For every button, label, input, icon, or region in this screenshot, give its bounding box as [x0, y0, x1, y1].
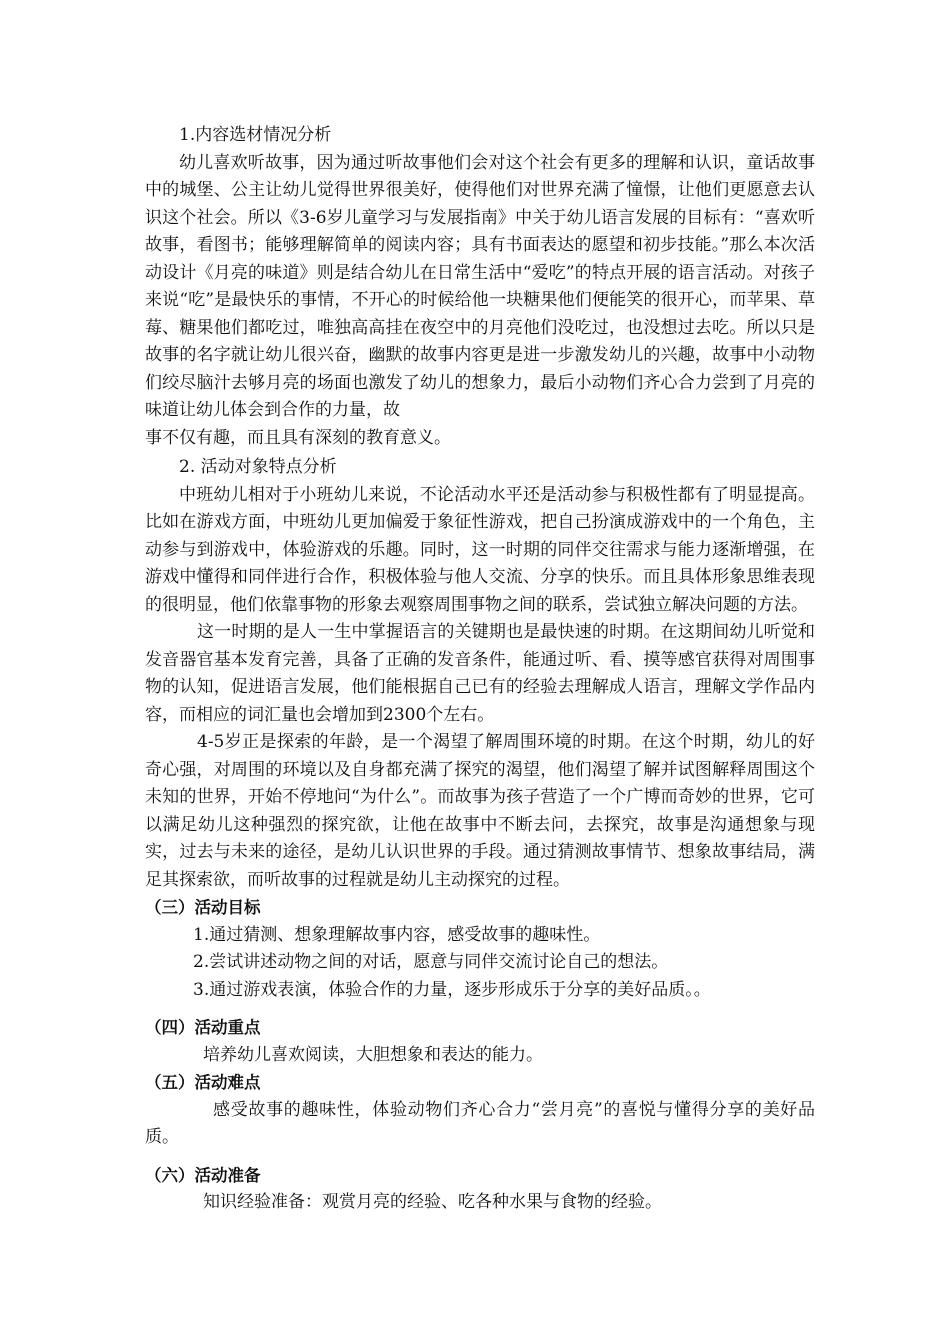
- goal-item-1: 1.通过猜测、想象理解故事内容，感受故事的趣味性。: [193, 924, 601, 945]
- section-2-paragraph-2: 这一时期的是人一生中掌握语言的关键期也是最快速的时期。在这期间幼儿听觉和发音器官基本发育完善，具备了正确的发音条件，能通过听、看、摸等感官获得对周围事物的认知，促进语言发展，他们能根据自己已有的经验去理解成人语言，理解文学作品内容，而相应的词汇量也会增加到2300个左右。: [145, 622, 815, 725]
- section-1-title: 1.内容选材情况分析: [179, 125, 332, 145]
- goals-heading: （三）活动目标: [145, 898, 261, 917]
- goal-item-2: 2.尝试讲述动物之间的对话，愿意与同伴交流讨论自己的想法。: [193, 952, 669, 972]
- preparation-heading: （六）活动准备: [145, 1165, 261, 1185]
- focus-heading: （四）活动重点: [145, 1018, 261, 1037]
- section-2-title: 2. 活动对象特点分析: [179, 457, 337, 477]
- document-page: [145, 122, 815, 1217]
- goal-item-3: 3.通过游戏表演，体验合作的力量，逐步形成乐于分享的美好品质。。: [193, 979, 711, 1000]
- difficulty-heading: （五）活动难点: [145, 1073, 261, 1092]
- focus-text: 培养幼儿喜欢阅读，大胆想象和表达的能力。: [203, 1044, 543, 1065]
- section-1-paragraph-end: 事不仅有趣，而且具有深刻的教育意义。: [145, 427, 451, 448]
- preparation-text: 知识经验准备：观赏月亮的经验、吃各种水果与食物的经验。: [203, 1192, 662, 1212]
- section-1-paragraph: 幼儿喜欢听故事，因为通过听故事他们会对这个社会有更多的理解和认识，童话故事中的城堡、公主让幼儿觉得世界很美好，使得他们对世界充满了憧憬，让他们更愿意去认识这个社会。所以《3-6岁儿童学习与发展指南》中关于幼儿语言发展的目标有：“喜欢听故事，看图书；能够理解简单的阅读内容；具有书面表达的愿望和初步技能。”那么本次活动设计《月亮的味道》则是结合幼儿在日常生活中“爱吃”的特点开展的语言活动。对孩子来说“吃”是最快乐的事情，不开心的时候给他一块糖果他们便能笑的很开心，而苹果、草莓、糖果他们都吃过，唯独高高挂在夜空中的月亮他们没吃过，也没想过去吃。所以只是故事的名字就让幼儿很兴奋，幽默的故事内容更是进一步激发幼儿的兴趣，故事中小动物们绞尽脑汁去够月亮的场面也激发了幼儿的想象力，最后小动物们齐心合力尝到了月亮的味道让幼儿体会到合作的力量，故: [145, 152, 815, 420]
- section-2-paragraph-3: 4-5岁正是探索的年龄，是一个渴望了解周围环境的时期。在这个时期，幼儿的好奇心强，对周围的环境以及自身都充满了探究的渴望，他们渴望了解并试图解释周围这个未知的世界，开始不停地问“为什么”。而故事为孩子营造了一个广博而奇妙的世界，它可以满足幼儿这种强烈的探究欲，让他在故事中不断去问，去探究，故事是沟通想象与现实，过去与未来的途径，是幼儿认识世界的手段。通过猜测故事情节、想象故事结局，满足其探索欲，而听故事的过程就是幼儿主动探究的过程。: [145, 732, 815, 890]
- difficulty-text: 感受故事的趣味性，体验动物们齐心合力“尝月亮”的喜悦与懂得分享的美好品质。: [145, 1099, 815, 1147]
- section-2-paragraph-1: 中班幼儿相对于小班幼儿来说，不论活动水平还是活动参与积极性都有了明显提高。比如在游戏方面，中班幼儿更加偏爱于象征性游戏，把自己扮演成游戏中的一个角色，主动参与到游戏中，体验游戏的乐趣。同时，这一时期的同伴交往需求与能力逐渐增强，在游戏中懂得和同伴进行合作，积极体验与他人交流、分享的快乐。而且具体形象思维表现的很明显，他们依靠事物的形象去观察周围事物之间的联系，尝试独立解决问题的方法。: [145, 484, 815, 615]
